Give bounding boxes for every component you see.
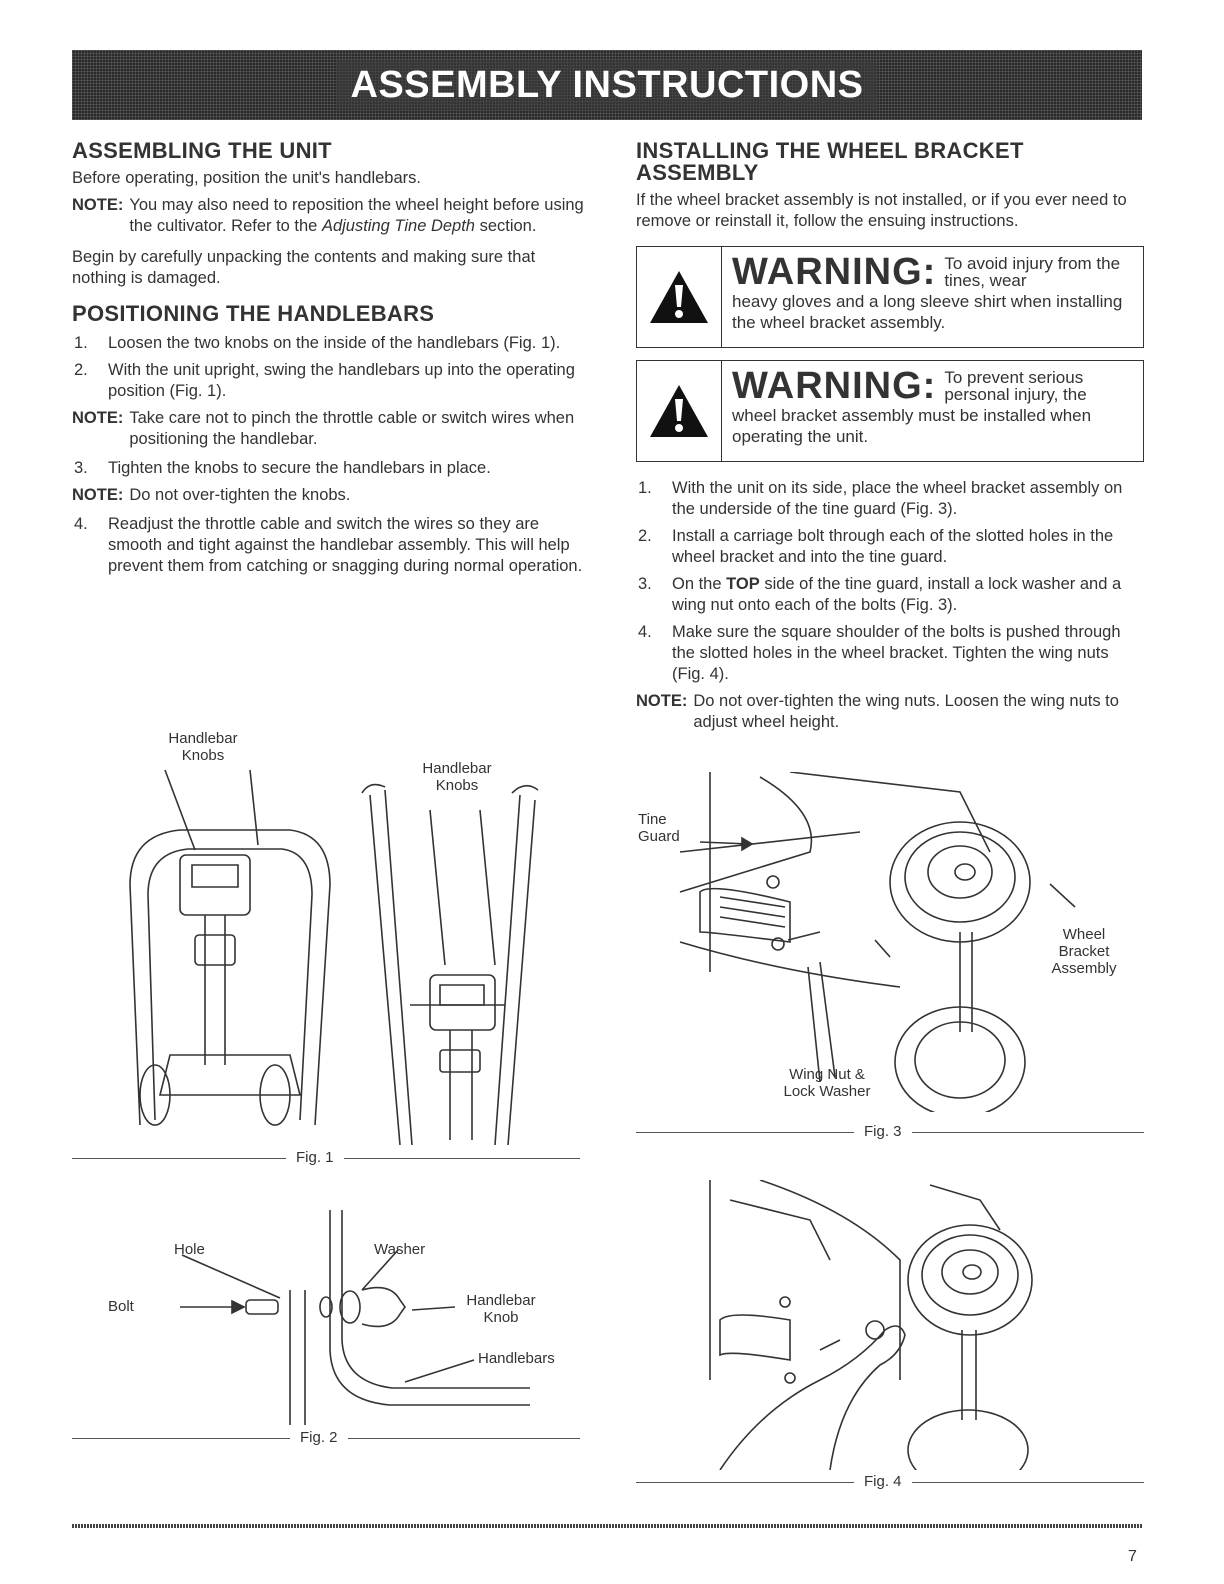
- note-body: [129, 195, 592, 237]
- step-text-part: On the: [672, 575, 727, 593]
- heading-line: ASSEMBLY: [636, 160, 759, 185]
- heading-assembling-unit: ASSEMBLING THE UNIT: [72, 138, 332, 163]
- note-over-tighten-knobs: [72, 485, 592, 506]
- callout-line: Tine: [638, 811, 667, 828]
- note-wing-nuts: [636, 691, 1144, 733]
- fig2-callout-bolt: Bolt: [108, 1298, 134, 1315]
- fig1-label: Fig. 1: [286, 1149, 344, 1166]
- callout-line: Bracket: [1058, 943, 1110, 960]
- step-text: With the unit upright, swing the handlebars up into the operating position (Fig. 1).: [108, 361, 575, 400]
- step-1: [72, 333, 592, 354]
- note-text-end: section.: [474, 217, 537, 235]
- fig4-illustration: [700, 1180, 1080, 1470]
- footer-rule: [72, 1524, 1142, 1528]
- fig4-label: Fig. 4: [854, 1473, 912, 1490]
- warning-word: WARNING:: [732, 251, 937, 293]
- heading-installing-wheel-bracket: [636, 140, 1144, 184]
- step-number: 3.: [638, 575, 652, 593]
- emphasis-top: TOP: [726, 575, 760, 593]
- wheel-step-1: [636, 478, 1144, 520]
- step-number: 1.: [74, 334, 88, 352]
- intro-text: Before operating, position the unit's handlebars.: [72, 169, 421, 187]
- callout-line: Assembly: [1051, 960, 1117, 977]
- fig2-callout-handlebars: Handlebars: [478, 1350, 555, 1367]
- warning-icon-cell: [637, 361, 722, 461]
- fig3-callout-tine-guard: [638, 811, 680, 845]
- step-3: [72, 458, 592, 479]
- warning-lead-text: To avoid injury from the tines, wear: [944, 254, 1121, 290]
- step-text: Make sure the square shoulder of the bolts is pushed through the slotted holes in the wheel bracket. Tighten the wing nuts (Fig. 4).: [672, 623, 1121, 683]
- step-4: [72, 514, 592, 577]
- warning-body-text: heavy gloves and a long sleeve shirt when installing the wheel bracket assembly.: [732, 292, 1123, 332]
- fig2-callout-washer: Washer: [374, 1241, 426, 1258]
- warning-word: WARNING:: [732, 365, 937, 407]
- wheel-step-3: [636, 574, 1144, 616]
- callout-line: Knob: [483, 1309, 519, 1326]
- step-number: 4.: [638, 623, 652, 641]
- step-2: [72, 360, 592, 402]
- step-number: 1.: [638, 479, 652, 497]
- step-text: Readjust the throttle cable and switch the wires so they are smooth and tight against the handlebar assembly. This will help prevent them from catching or snagging during normal operation.: [108, 515, 583, 575]
- fig1-illustration: [100, 765, 540, 1145]
- step-text: With the unit on its side, place the wheel bracket assembly on the underside of the tine guard (Fig. 3).: [672, 479, 1123, 518]
- callout-line: Knobs: [181, 747, 225, 764]
- step-text: Loosen the two knobs on the inside of the handlebars (Fig. 1).: [108, 334, 561, 352]
- fig2-label: Fig. 2: [290, 1429, 348, 1446]
- heading-positioning-handlebars: POSITIONING THE HANDLEBARS: [72, 301, 435, 326]
- warning-triangle-icon: [648, 269, 710, 325]
- warning-icon-cell: [637, 247, 722, 347]
- fig3-label: Fig. 3: [854, 1123, 912, 1140]
- note-label: NOTE:: [636, 692, 688, 710]
- step-number: 2.: [74, 361, 88, 379]
- wheel-step-4: [636, 622, 1144, 685]
- step-text: Tighten the knobs to secure the handlebars in place.: [108, 459, 491, 477]
- callout-line: Wheel: [1062, 926, 1106, 943]
- page-number: 7: [1128, 1548, 1137, 1565]
- warning-triangle-icon: [648, 383, 710, 439]
- unpack-text: Begin by carefully unpacking the contents and making sure that nothing is damaged.: [72, 248, 536, 287]
- warning-lead-text: To prevent serious personal injury, the: [944, 368, 1087, 404]
- section-banner: [72, 50, 1142, 120]
- fig3-callout-wing-nut: [762, 1066, 892, 1100]
- warning-text: [722, 247, 1143, 347]
- callout-line: Handlebar: [466, 1292, 536, 1309]
- callout-line: Knobs: [435, 777, 479, 794]
- fig1-callout-left: [148, 730, 258, 764]
- section-reference: Adjusting Tine Depth: [321, 217, 475, 235]
- step-text: Install a carriage bolt through each of the slotted holes in the wheel bracket and into the tine guard.: [672, 527, 1114, 566]
- wheel-step-2: [636, 526, 1144, 568]
- note-label: NOTE:: [72, 486, 124, 504]
- note-text: Do not over-tighten the wing nuts. Loosen the wing nuts to adjust wheel height.: [693, 692, 1119, 731]
- note-text: You may also need to reposition the wheel height before using the cultivator. Refer to the: [129, 196, 584, 235]
- right-column: [636, 140, 1144, 733]
- step-number: 4.: [74, 515, 88, 533]
- note-text: Take care not to pinch the throttle cable or switch wires when positioning the handlebar.: [129, 409, 575, 448]
- fig2-callout-knob: [456, 1292, 546, 1326]
- warning-box-gloves: [636, 246, 1144, 348]
- banner-title: ASSEMBLY INSTRUCTIONS: [336, 60, 877, 111]
- step-number: 3.: [74, 459, 88, 477]
- warning-body-text: wheel bracket assembly must be installed when operating the unit.: [732, 406, 1092, 446]
- callout-line: Guard: [638, 828, 680, 845]
- callout-line: Lock Washer: [783, 1083, 871, 1100]
- step-number: 2.: [638, 527, 652, 545]
- fig2-callout-hole: Hole: [174, 1241, 205, 1258]
- step-text-part: side of the tine guard, install a lock washer and a wing nut onto each of the bolts (Fig. 3).: [672, 575, 1122, 614]
- note-label: NOTE:: [72, 196, 124, 214]
- callout-line: Wing Nut &: [789, 1066, 865, 1083]
- callout-line: Handlebar: [168, 730, 238, 747]
- left-column: [72, 140, 592, 577]
- note-reposition-wheel: [72, 195, 592, 237]
- callout-line: Handlebar: [422, 760, 492, 777]
- heading-line: INSTALLING THE WHEEL BRACKET: [636, 138, 1024, 163]
- fig3-callout-wheel-bracket: [1036, 926, 1132, 977]
- note-text: Do not over-tighten the knobs.: [129, 486, 351, 504]
- note-label: NOTE:: [72, 409, 124, 427]
- wheel-intro-text: If the wheel bracket assembly is not installed, or if you ever need to remove or reinstall it, follow the ensuing instructions.: [636, 191, 1127, 230]
- warning-box-installed: [636, 360, 1144, 462]
- step-text: [672, 574, 1144, 616]
- note-throttle-cable: [72, 408, 592, 450]
- warning-text: [722, 361, 1143, 461]
